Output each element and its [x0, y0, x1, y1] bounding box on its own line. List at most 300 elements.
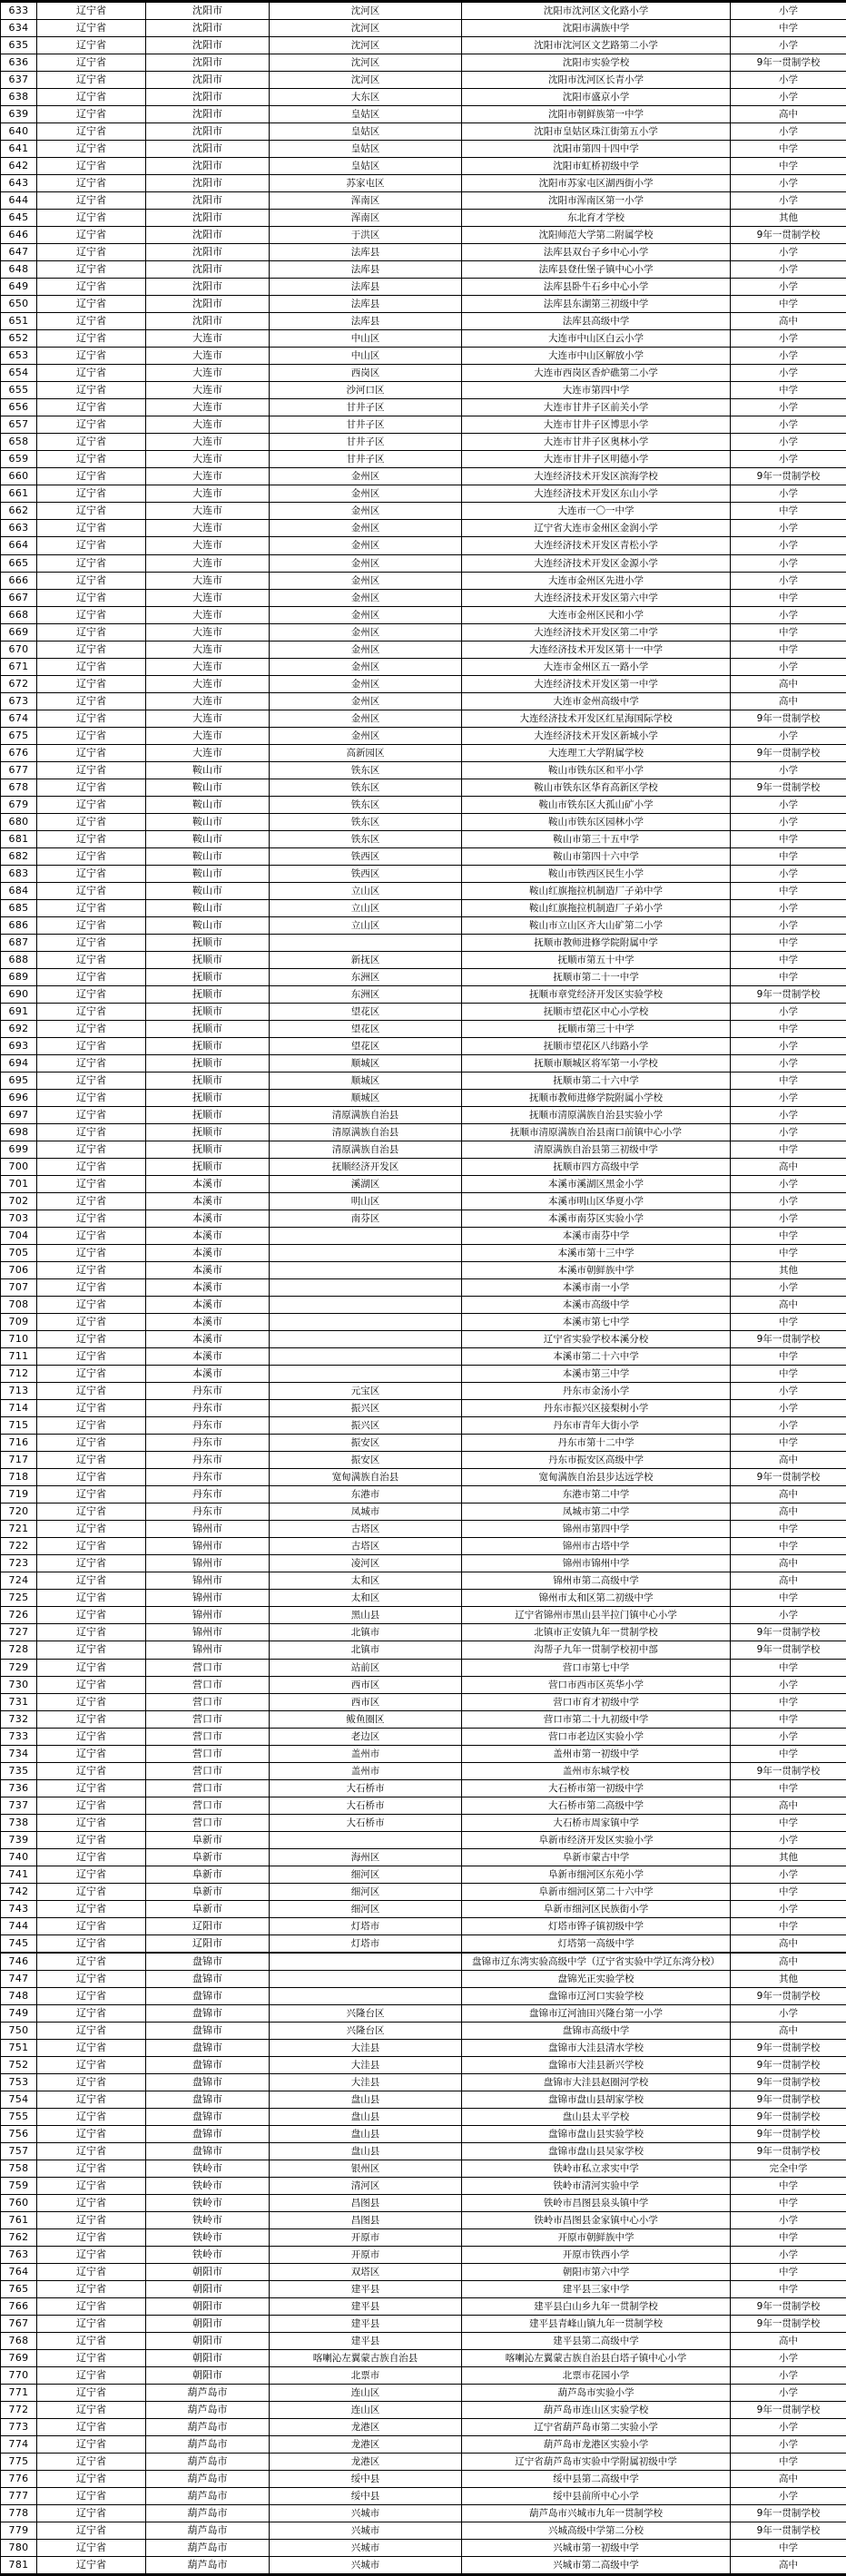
- cell-city[interactable]: 辽阳市: [146, 1917, 270, 1934]
- cell-district[interactable]: 兴城市: [270, 2557, 462, 2574]
- cell-city[interactable]: 盘锦市: [146, 1970, 270, 1987]
- cell-index[interactable]: 729: [1, 1659, 37, 1676]
- cell-city[interactable]: 葫芦岛市: [146, 2419, 270, 2436]
- cell-city[interactable]: 大连市: [146, 727, 270, 744]
- table-row[interactable]: [1, 72, 846, 89]
- cell-province[interactable]: 辽宁省: [37, 779, 146, 796]
- cell-school-type[interactable]: 小学: [731, 1107, 846, 1124]
- cell-index[interactable]: 751: [1, 2039, 37, 2056]
- table-row[interactable]: [1, 1228, 846, 1245]
- cell-province[interactable]: 辽宁省: [37, 2108, 146, 2125]
- cell-city[interactable]: 大连市: [146, 554, 270, 572]
- cell-school[interactable]: 大连市金州区民和小学: [462, 606, 731, 623]
- cell-district[interactable]: 浑南区: [270, 210, 462, 227]
- table-row[interactable]: [1, 2212, 846, 2229]
- cell-city[interactable]: 大连市: [146, 485, 270, 503]
- cell-province[interactable]: 辽宁省: [37, 1383, 146, 1400]
- cell-index[interactable]: 698: [1, 1124, 37, 1141]
- cell-city[interactable]: 沈阳市: [146, 123, 270, 141]
- cell-index[interactable]: 649: [1, 279, 37, 296]
- cell-school-type[interactable]: 小学: [731, 1400, 846, 1417]
- cell-index[interactable]: 762: [1, 2229, 37, 2247]
- cell-school[interactable]: 盘山县太平学校: [462, 2108, 731, 2125]
- cell-school[interactable]: 抚顺市教师进修学院附属小学校: [462, 1089, 731, 1106]
- cell-school[interactable]: 本溪市第十三中学: [462, 1245, 731, 1262]
- cell-school[interactable]: 大连市金州区先进小学: [462, 572, 731, 589]
- table-row[interactable]: [1, 1555, 846, 1572]
- table-row[interactable]: [1, 1124, 846, 1141]
- cell-province[interactable]: 辽宁省: [37, 692, 146, 710]
- cell-school-type[interactable]: 小学: [731, 1607, 846, 1624]
- cell-school-type[interactable]: 小学: [731, 761, 846, 779]
- cell-province[interactable]: 辽宁省: [37, 244, 146, 261]
- cell-district[interactable]: 顺城区: [270, 1089, 462, 1106]
- cell-city[interactable]: 抚顺市: [146, 1054, 270, 1072]
- cell-school-type[interactable]: 小学: [731, 813, 846, 830]
- cell-school[interactable]: 鞍山红旗拖拉机制造厂子弟中学: [462, 882, 731, 899]
- cell-district[interactable]: 昌图县: [270, 2194, 462, 2211]
- cell-province[interactable]: 辽宁省: [37, 72, 146, 89]
- cell-province[interactable]: 辽宁省: [37, 710, 146, 727]
- cell-district[interactable]: 细河区: [270, 1900, 462, 1917]
- cell-province[interactable]: 辽宁省: [37, 1366, 146, 1383]
- cell-province[interactable]: 辽宁省: [37, 1228, 146, 1245]
- cell-school-type[interactable]: 小学: [731, 916, 846, 934]
- cell-district[interactable]: 古塔区: [270, 1521, 462, 1538]
- cell-school[interactable]: 盘锦市辽河油田兴隆台第一小学: [462, 2004, 731, 2022]
- cell-city[interactable]: 葫芦岛市: [146, 2522, 270, 2540]
- cell-district[interactable]: 北票市: [270, 2367, 462, 2385]
- table-row[interactable]: [1, 865, 846, 882]
- table-row[interactable]: [1, 1572, 846, 1590]
- cell-province[interactable]: 辽宁省: [37, 916, 146, 934]
- cell-school-type[interactable]: 小学: [731, 123, 846, 141]
- cell-index[interactable]: 763: [1, 2247, 37, 2264]
- cell-school[interactable]: 大连市甘井子区明德小学: [462, 451, 731, 468]
- cell-province[interactable]: 辽宁省: [37, 1779, 146, 1797]
- cell-school-type[interactable]: 高中: [731, 106, 846, 123]
- cell-district[interactable]: 法库县: [270, 261, 462, 279]
- cell-index[interactable]: 657: [1, 416, 37, 434]
- cell-index[interactable]: 670: [1, 641, 37, 658]
- cell-district[interactable]: 铁东区: [270, 779, 462, 796]
- cell-city[interactable]: 鞍山市: [146, 779, 270, 796]
- cell-district[interactable]: 振安区: [270, 1435, 462, 1452]
- table-row[interactable]: [1, 1245, 846, 1262]
- cell-school-type[interactable]: 9年一贯制学校: [731, 2316, 846, 2333]
- cell-province[interactable]: 辽宁省: [37, 1797, 146, 1814]
- cell-school-type[interactable]: 中学: [731, 158, 846, 175]
- table-row[interactable]: [1, 2385, 846, 2402]
- cell-province[interactable]: 辽宁省: [37, 520, 146, 537]
- cell-school[interactable]: 阜新市细河区第二十六中学: [462, 1883, 731, 1900]
- table-row[interactable]: [1, 296, 846, 313]
- cell-school[interactable]: 盘锦市盘山县实验学校: [462, 2125, 731, 2142]
- cell-city[interactable]: 沈阳市: [146, 106, 270, 123]
- table-row[interactable]: [1, 2350, 846, 2367]
- cell-district[interactable]: 沈河区: [270, 3, 462, 20]
- cell-index[interactable]: 658: [1, 434, 37, 451]
- cell-school-type[interactable]: 高中: [731, 1297, 846, 1314]
- cell-province[interactable]: 辽宁省: [37, 365, 146, 382]
- cell-school[interactable]: 抚顺市望花区中心小学校: [462, 1003, 731, 1020]
- cell-city[interactable]: 朝阳市: [146, 2350, 270, 2367]
- cell-city[interactable]: 锦州市: [146, 1538, 270, 1555]
- cell-school-type[interactable]: 小学: [731, 865, 846, 882]
- cell-city[interactable]: 抚顺市: [146, 968, 270, 985]
- cell-school[interactable]: 建平县第二高级中学: [462, 2333, 731, 2350]
- cell-school-type[interactable]: 中学: [731, 1883, 846, 1900]
- cell-province[interactable]: 辽宁省: [37, 2022, 146, 2039]
- cell-school-type[interactable]: 高中: [731, 675, 846, 692]
- cell-school[interactable]: 抚顺市教师进修学院附属中学: [462, 934, 731, 951]
- table-row[interactable]: [1, 1037, 846, 1054]
- cell-index[interactable]: 633: [1, 3, 37, 20]
- cell-school[interactable]: 大连市金州高级中学: [462, 692, 731, 710]
- cell-index[interactable]: 733: [1, 1728, 37, 1745]
- table-row[interactable]: [1, 2367, 846, 2385]
- cell-school[interactable]: 鞍山红旗拖拉机制造厂子弟小学: [462, 899, 731, 916]
- cell-city[interactable]: 丹东市: [146, 1417, 270, 1435]
- cell-school-type[interactable]: 小学: [731, 2419, 846, 2436]
- cell-district[interactable]: [270, 1987, 462, 2004]
- table-row[interactable]: [1, 2540, 846, 2557]
- table-row[interactable]: [1, 1831, 846, 1848]
- cell-school-type[interactable]: 9年一贯制学校: [731, 1762, 846, 1779]
- table-row[interactable]: [1, 1072, 846, 1089]
- cell-province[interactable]: 辽宁省: [37, 1107, 146, 1124]
- cell-school-type[interactable]: 9年一贯制学校: [731, 2142, 846, 2160]
- cell-district[interactable]: 沈河区: [270, 37, 462, 54]
- cell-school-type[interactable]: 其他: [731, 1970, 846, 1987]
- cell-province[interactable]: 辽宁省: [37, 2247, 146, 2264]
- cell-school[interactable]: 大连经济技术开发区金源小学: [462, 554, 731, 572]
- cell-province[interactable]: 辽宁省: [37, 1814, 146, 1831]
- cell-index[interactable]: 774: [1, 2436, 37, 2454]
- cell-province[interactable]: 辽宁省: [37, 1607, 146, 1624]
- cell-province[interactable]: 辽宁省: [37, 2177, 146, 2194]
- table-row[interactable]: [1, 503, 846, 520]
- cell-province[interactable]: 辽宁省: [37, 330, 146, 348]
- cell-index[interactable]: 700: [1, 1159, 37, 1176]
- cell-district[interactable]: 西市区: [270, 1693, 462, 1710]
- table-row[interactable]: [1, 744, 846, 761]
- cell-city[interactable]: 营口市: [146, 1659, 270, 1676]
- cell-district[interactable]: 凌河区: [270, 1555, 462, 1572]
- cell-school[interactable]: 本溪市南一小学: [462, 1279, 731, 1297]
- table-row[interactable]: [1, 1676, 846, 1693]
- cell-index[interactable]: 753: [1, 2073, 37, 2091]
- table-row[interactable]: [1, 623, 846, 641]
- table-row[interactable]: [1, 692, 846, 710]
- cell-district[interactable]: 铁东区: [270, 796, 462, 813]
- cell-school-type[interactable]: 中学: [731, 951, 846, 968]
- cell-city[interactable]: 沈阳市: [146, 244, 270, 261]
- cell-index[interactable]: 695: [1, 1072, 37, 1089]
- cell-school-type[interactable]: 小学: [731, 1193, 846, 1210]
- cell-index[interactable]: 679: [1, 796, 37, 813]
- cell-city[interactable]: 盘锦市: [146, 1987, 270, 2004]
- table-row[interactable]: [1, 227, 846, 244]
- cell-school[interactable]: 锦州市古塔中学: [462, 1538, 731, 1555]
- cell-province[interactable]: 辽宁省: [37, 485, 146, 503]
- cell-district[interactable]: [270, 1953, 462, 1971]
- cell-district[interactable]: 连山区: [270, 2402, 462, 2419]
- cell-city[interactable]: 营口市: [146, 1710, 270, 1728]
- cell-province[interactable]: 辽宁省: [37, 1262, 146, 1279]
- table-row[interactable]: [1, 468, 846, 485]
- cell-province[interactable]: 辽宁省: [37, 1176, 146, 1193]
- cell-school-type[interactable]: 9年一贯制学校: [731, 227, 846, 244]
- cell-province[interactable]: 辽宁省: [37, 1934, 146, 1953]
- cell-index[interactable]: 744: [1, 1917, 37, 1934]
- cell-school[interactable]: 本溪市第三中学: [462, 1366, 731, 1383]
- cell-city[interactable]: 沈阳市: [146, 296, 270, 313]
- cell-province[interactable]: 辽宁省: [37, 623, 146, 641]
- table-row[interactable]: [1, 727, 846, 744]
- cell-school[interactable]: 本溪市南芬区实验小学: [462, 1210, 731, 1228]
- cell-district[interactable]: 沙河口区: [270, 382, 462, 399]
- cell-city[interactable]: 本溪市: [146, 1331, 270, 1348]
- cell-school-type[interactable]: 小学: [731, 1210, 846, 1228]
- cell-province[interactable]: 辽宁省: [37, 1659, 146, 1676]
- cell-province[interactable]: 辽宁省: [37, 813, 146, 830]
- cell-index[interactable]: 754: [1, 2091, 37, 2108]
- cell-school-type[interactable]: 小学: [731, 434, 846, 451]
- cell-school[interactable]: 沈阳师范大学第二附属学校: [462, 227, 731, 244]
- cell-district[interactable]: 皇姑区: [270, 123, 462, 141]
- cell-index[interactable]: 775: [1, 2454, 37, 2471]
- cell-province[interactable]: 辽宁省: [37, 261, 146, 279]
- table-row[interactable]: [1, 2125, 846, 2142]
- cell-school[interactable]: 大连市甘井子区前关小学: [462, 399, 731, 416]
- cell-province[interactable]: 辽宁省: [37, 468, 146, 485]
- cell-school[interactable]: 丹东市振安区高级中学: [462, 1452, 731, 1469]
- cell-district[interactable]: 灯塔市: [270, 1917, 462, 1934]
- cell-school-type[interactable]: 9年一贯制学校: [731, 2091, 846, 2108]
- cell-index[interactable]: 707: [1, 1279, 37, 1297]
- cell-index[interactable]: 689: [1, 968, 37, 985]
- cell-index[interactable]: 726: [1, 1607, 37, 1624]
- cell-index[interactable]: 639: [1, 106, 37, 123]
- table-row[interactable]: [1, 520, 846, 537]
- cell-school-type[interactable]: 中学: [731, 934, 846, 951]
- cell-index[interactable]: 668: [1, 606, 37, 623]
- cell-index[interactable]: 722: [1, 1538, 37, 1555]
- cell-school-type[interactable]: 中学: [731, 882, 846, 899]
- cell-district[interactable]: 建平县: [270, 2316, 462, 2333]
- cell-district[interactable]: 沈河区: [270, 54, 462, 72]
- cell-school[interactable]: 盘锦市盘山县吴家学校: [462, 2142, 731, 2160]
- table-row[interactable]: [1, 1262, 846, 1279]
- cell-province[interactable]: 辽宁省: [37, 675, 146, 692]
- cell-school[interactable]: 沈阳市盛京小学: [462, 89, 731, 106]
- table-row[interactable]: [1, 1210, 846, 1228]
- cell-city[interactable]: 营口市: [146, 1779, 270, 1797]
- cell-school[interactable]: 抚顺市望花区八纬路小学: [462, 1037, 731, 1054]
- cell-district[interactable]: 细河区: [270, 1883, 462, 1900]
- cell-index[interactable]: 697: [1, 1107, 37, 1124]
- cell-school[interactable]: 铁岭市昌图县金家镇中心小学: [462, 2212, 731, 2229]
- cell-school-type[interactable]: 小学: [731, 2004, 846, 2022]
- cell-district[interactable]: 龙港区: [270, 2454, 462, 2471]
- cell-district[interactable]: 兴城市: [270, 2505, 462, 2522]
- cell-city[interactable]: 沈阳市: [146, 210, 270, 227]
- cell-district[interactable]: 甘井子区: [270, 451, 462, 468]
- table-row[interactable]: [1, 1987, 846, 2004]
- cell-district[interactable]: 绥中县: [270, 2488, 462, 2505]
- cell-province[interactable]: 辽宁省: [37, 2056, 146, 2073]
- cell-school-type[interactable]: 9年一贯制学校: [731, 2505, 846, 2522]
- cell-city[interactable]: 朝阳市: [146, 2281, 270, 2298]
- cell-city[interactable]: 朝阳市: [146, 2333, 270, 2350]
- cell-school[interactable]: 盘锦市大洼县赵圈河学校: [462, 2073, 731, 2091]
- cell-city[interactable]: 铁岭市: [146, 2194, 270, 2211]
- cell-city[interactable]: 抚顺市: [146, 951, 270, 968]
- cell-province[interactable]: 辽宁省: [37, 158, 146, 175]
- table-row[interactable]: [1, 2177, 846, 2194]
- cell-district[interactable]: 皇姑区: [270, 141, 462, 158]
- cell-province[interactable]: 辽宁省: [37, 279, 146, 296]
- cell-province[interactable]: 辽宁省: [37, 1314, 146, 1331]
- cell-school[interactable]: 辽宁省锦州市黑山县半拉门镇中心小学: [462, 1607, 731, 1624]
- cell-district[interactable]: 大石桥市: [270, 1814, 462, 1831]
- cell-school[interactable]: 兴城市第二高级中学: [462, 2557, 731, 2574]
- cell-district[interactable]: 甘井子区: [270, 399, 462, 416]
- cell-school-type[interactable]: 9年一贯制学校: [731, 2073, 846, 2091]
- cell-school-type[interactable]: 小学: [731, 554, 846, 572]
- table-row[interactable]: [1, 210, 846, 227]
- cell-city[interactable]: 阜新市: [146, 1900, 270, 1917]
- cell-school-type[interactable]: 中学: [731, 641, 846, 658]
- cell-city[interactable]: 葫芦岛市: [146, 2557, 270, 2574]
- cell-province[interactable]: 辽宁省: [37, 2385, 146, 2402]
- cell-school[interactable]: 鞍山市铁东区和平小学: [462, 761, 731, 779]
- cell-district[interactable]: 老边区: [270, 1728, 462, 1745]
- cell-school[interactable]: 营口市第二十九初级中学: [462, 1710, 731, 1728]
- cell-school[interactable]: 沈阳市浑南区第一小学: [462, 192, 731, 210]
- cell-province[interactable]: 辽宁省: [37, 606, 146, 623]
- cell-city[interactable]: 鞍山市: [146, 830, 270, 847]
- cell-province[interactable]: 辽宁省: [37, 2004, 146, 2022]
- cell-school[interactable]: 抚顺市第三十中学: [462, 1020, 731, 1037]
- cell-city[interactable]: 大连市: [146, 348, 270, 365]
- cell-district[interactable]: 金州区: [270, 606, 462, 623]
- cell-district[interactable]: 沈河区: [270, 20, 462, 37]
- table-row[interactable]: [1, 985, 846, 1003]
- cell-province[interactable]: 辽宁省: [37, 2454, 146, 2471]
- cell-province[interactable]: 辽宁省: [37, 1641, 146, 1659]
- cell-school-type[interactable]: 小学: [731, 727, 846, 744]
- cell-province[interactable]: 辽宁省: [37, 985, 146, 1003]
- cell-school[interactable]: 东北育才学校: [462, 210, 731, 227]
- cell-city[interactable]: 盘锦市: [146, 2004, 270, 2022]
- cell-city[interactable]: 沈阳市: [146, 3, 270, 20]
- cell-district[interactable]: 鲅鱼圈区: [270, 1710, 462, 1728]
- cell-school[interactable]: 本溪市南芬中学: [462, 1228, 731, 1245]
- cell-city[interactable]: 抚顺市: [146, 1037, 270, 1054]
- cell-index[interactable]: 768: [1, 2333, 37, 2350]
- cell-school-type[interactable]: 中学: [731, 1348, 846, 1366]
- cell-city[interactable]: 抚顺市: [146, 1124, 270, 1141]
- cell-city[interactable]: 盘锦市: [146, 2142, 270, 2160]
- table-row[interactable]: [1, 451, 846, 468]
- cell-district[interactable]: 顺城区: [270, 1072, 462, 1089]
- cell-district[interactable]: [270, 1314, 462, 1331]
- cell-school[interactable]: 铁岭市清河实验中学: [462, 2177, 731, 2194]
- table-row[interactable]: [1, 1953, 846, 1971]
- cell-school-type[interactable]: 中学: [731, 1366, 846, 1383]
- cell-district[interactable]: 振兴区: [270, 1400, 462, 1417]
- cell-district[interactable]: 细河区: [270, 1866, 462, 1883]
- table-row[interactable]: [1, 572, 846, 589]
- cell-school-type[interactable]: 小学: [731, 3, 846, 20]
- cell-index[interactable]: 642: [1, 158, 37, 175]
- cell-index[interactable]: 738: [1, 1814, 37, 1831]
- cell-school-type[interactable]: 小学: [731, 416, 846, 434]
- cell-district[interactable]: 金州区: [270, 675, 462, 692]
- cell-school-type[interactable]: 小学: [731, 348, 846, 365]
- cell-city[interactable]: 锦州市: [146, 1624, 270, 1641]
- table-row[interactable]: [1, 2298, 846, 2316]
- cell-district[interactable]: 铁西区: [270, 847, 462, 865]
- cell-school-type[interactable]: 中学: [731, 2264, 846, 2281]
- cell-district[interactable]: 甘井子区: [270, 434, 462, 451]
- cell-school[interactable]: 大连市中山区白云小学: [462, 330, 731, 348]
- cell-district[interactable]: 建平县: [270, 2298, 462, 2316]
- cell-school[interactable]: 大连市金州区五一路小学: [462, 658, 731, 675]
- cell-province[interactable]: 辽宁省: [37, 3, 146, 20]
- cell-province[interactable]: 辽宁省: [37, 554, 146, 572]
- table-row[interactable]: [1, 1469, 846, 1486]
- cell-city[interactable]: 大连市: [146, 365, 270, 382]
- cell-province[interactable]: 辽宁省: [37, 1590, 146, 1607]
- cell-school[interactable]: 抚顺市第二十一中学: [462, 968, 731, 985]
- cell-school[interactable]: 大石桥市第一初级中学: [462, 1779, 731, 1797]
- cell-city[interactable]: 大连市: [146, 710, 270, 727]
- cell-school-type[interactable]: 中学: [731, 1710, 846, 1728]
- table-row[interactable]: [1, 554, 846, 572]
- cell-city[interactable]: 大连市: [146, 589, 270, 606]
- cell-city[interactable]: 大连市: [146, 606, 270, 623]
- cell-district[interactable]: 法库县: [270, 313, 462, 330]
- cell-index[interactable]: 682: [1, 847, 37, 865]
- table-row[interactable]: [1, 1762, 846, 1779]
- cell-school-type[interactable]: 小学: [731, 192, 846, 210]
- cell-district[interactable]: 法库县: [270, 244, 462, 261]
- cell-school-type[interactable]: 9年一贯制学校: [731, 1331, 846, 1348]
- cell-index[interactable]: 661: [1, 485, 37, 503]
- cell-city[interactable]: 大连市: [146, 382, 270, 399]
- cell-city[interactable]: 朝阳市: [146, 2264, 270, 2281]
- cell-district[interactable]: 金州区: [270, 692, 462, 710]
- cell-district[interactable]: 顺城区: [270, 1054, 462, 1072]
- cell-province[interactable]: 辽宁省: [37, 2488, 146, 2505]
- cell-index[interactable]: 725: [1, 1590, 37, 1607]
- cell-index[interactable]: 767: [1, 2316, 37, 2333]
- cell-school-type[interactable]: 高中: [731, 2557, 846, 2574]
- cell-index[interactable]: 653: [1, 348, 37, 365]
- table-row[interactable]: [1, 2316, 846, 2333]
- cell-district[interactable]: [270, 934, 462, 951]
- cell-school-type[interactable]: 其他: [731, 1848, 846, 1866]
- cell-city[interactable]: 抚顺市: [146, 1072, 270, 1089]
- cell-index[interactable]: 687: [1, 934, 37, 951]
- cell-school-type[interactable]: 其他: [731, 210, 846, 227]
- cell-school[interactable]: 沈阳市沈河区文化路小学: [462, 3, 731, 20]
- cell-district[interactable]: 建平县: [270, 2333, 462, 2350]
- table-row[interactable]: [1, 1693, 846, 1710]
